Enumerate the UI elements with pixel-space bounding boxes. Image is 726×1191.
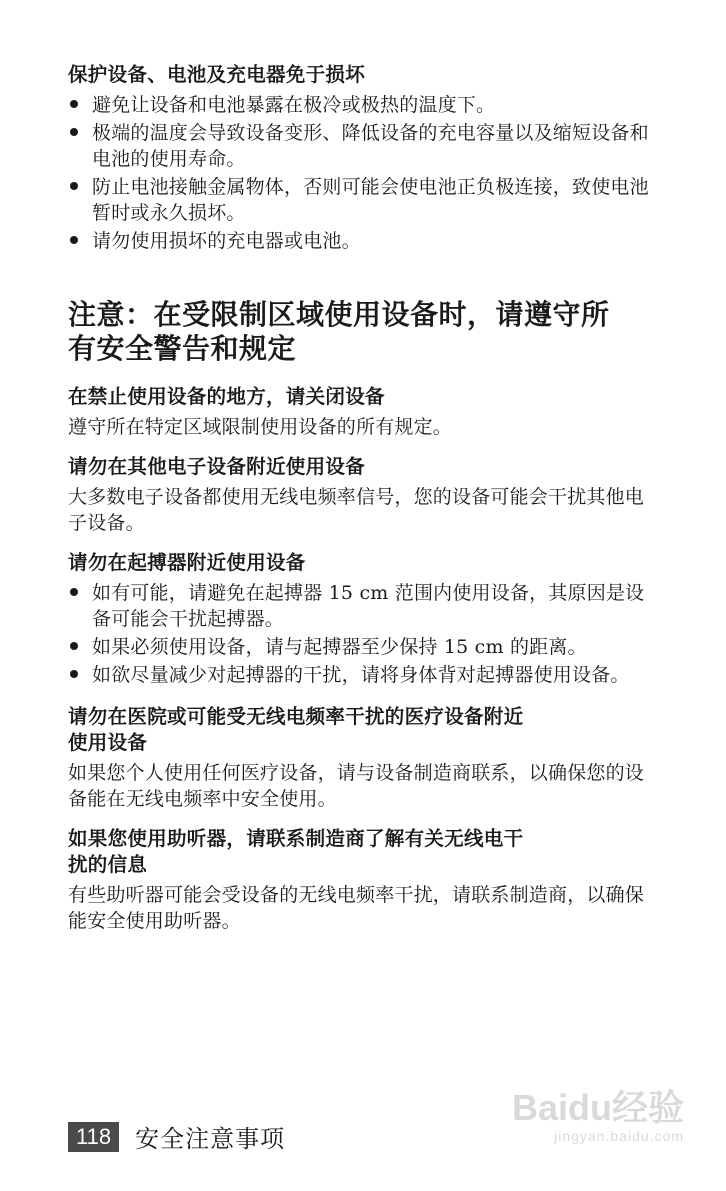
list-item — [68, 174, 658, 226]
hearing-aid-text: 有些助听器可能会受设备的无线电频率干扰，请联系制造商，以确保能安全使用助听器。 — [68, 884, 645, 932]
pacemaker-list — [68, 580, 658, 688]
section-heading-medical-devices — [68, 704, 658, 756]
list-item — [68, 120, 658, 172]
medical-devices-text: 如果您个人使用任何医疗设备，请与设备制造商联系，以确保您的设备能在无线电频率中安全使用。 — [68, 762, 645, 810]
page-content — [68, 62, 658, 934]
chapter-title: 安全注意事项 — [135, 1125, 286, 1153]
restricted-area-text: 遵守所在特定区域限制使用设备的所有规定。 — [68, 416, 453, 438]
notice-title — [68, 298, 658, 366]
notice-title-line2: 有安全警告和规定 — [68, 332, 297, 365]
section-heading-protect-device: 保护设备、电池及充电器免于损坏 — [68, 63, 366, 86]
list-item — [68, 662, 658, 688]
bullet-icon — [70, 128, 78, 136]
bullet-icon — [70, 182, 78, 190]
section-heading-restricted-area: 在禁止使用设备的地方，请关闭设备 — [68, 385, 385, 408]
section-heading-electronic-devices: 请勿在其他电子设备附近使用设备 — [68, 455, 366, 478]
bullet-icon — [70, 236, 78, 244]
list-item-text: 极端的温度会导致设备变形、降低设备的充电容量以及缩短设备和电池的使用寿命。 — [92, 122, 649, 170]
medical-heading-line2: 使用设备 — [68, 731, 148, 754]
list-item-text: 如有可能，请避免在起搏器 15 cm 范围内使用设备，其原因是设备可能会干扰起搏器。 — [92, 582, 645, 630]
protect-device-list — [68, 92, 658, 254]
notice-title-line1: 注意：在受限制区域使用设备时，请遵守所 — [68, 298, 610, 331]
page-number: 118 — [68, 1122, 119, 1152]
bullet-icon — [70, 642, 78, 650]
medical-heading-line1: 请勿在医院或可能受无线电频率干扰的医疗设备附近 — [68, 705, 524, 728]
list-item-text: 避免让设备和电池暴露在极冷或极热的温度下。 — [92, 94, 496, 116]
section-heading-pacemaker: 请勿在起搏器附近使用设备 — [68, 551, 306, 574]
hearing-heading-line1: 如果您使用助听器，请联系制造商了解有关无线电干 — [68, 827, 524, 850]
bullet-icon — [70, 100, 78, 108]
list-item — [68, 580, 658, 632]
watermark-logo: Baidu经验 — [511, 1087, 684, 1128]
bullet-icon — [70, 588, 78, 596]
bullet-icon — [70, 670, 78, 678]
section-heading-hearing-aid — [68, 826, 658, 878]
page-footer — [68, 1119, 285, 1154]
watermark — [512, 1088, 684, 1144]
list-item-text: 如果必须使用设备，请与起搏器至少保持 15 cm 的距离。 — [92, 636, 587, 658]
list-item — [68, 92, 658, 118]
list-item-text: 如欲尽量减少对起搏器的干扰，请将身体背对起搏器使用设备。 — [92, 664, 630, 686]
list-item — [68, 228, 658, 254]
list-item — [68, 634, 658, 660]
hearing-heading-line2: 扰的信息 — [68, 853, 148, 876]
list-item-text: 请勿使用损坏的充电器或电池。 — [92, 230, 361, 252]
electronic-devices-text: 大多数电子设备都使用无线电频率信号，您的设备可能会干扰其他电子设备。 — [68, 486, 645, 534]
watermark-url: jingyan.baidu.com — [554, 1128, 684, 1144]
list-item-text: 防止电池接触金属物体，否则可能会使电池正负极连接，致使电池暂时或永久损坏。 — [92, 176, 649, 224]
